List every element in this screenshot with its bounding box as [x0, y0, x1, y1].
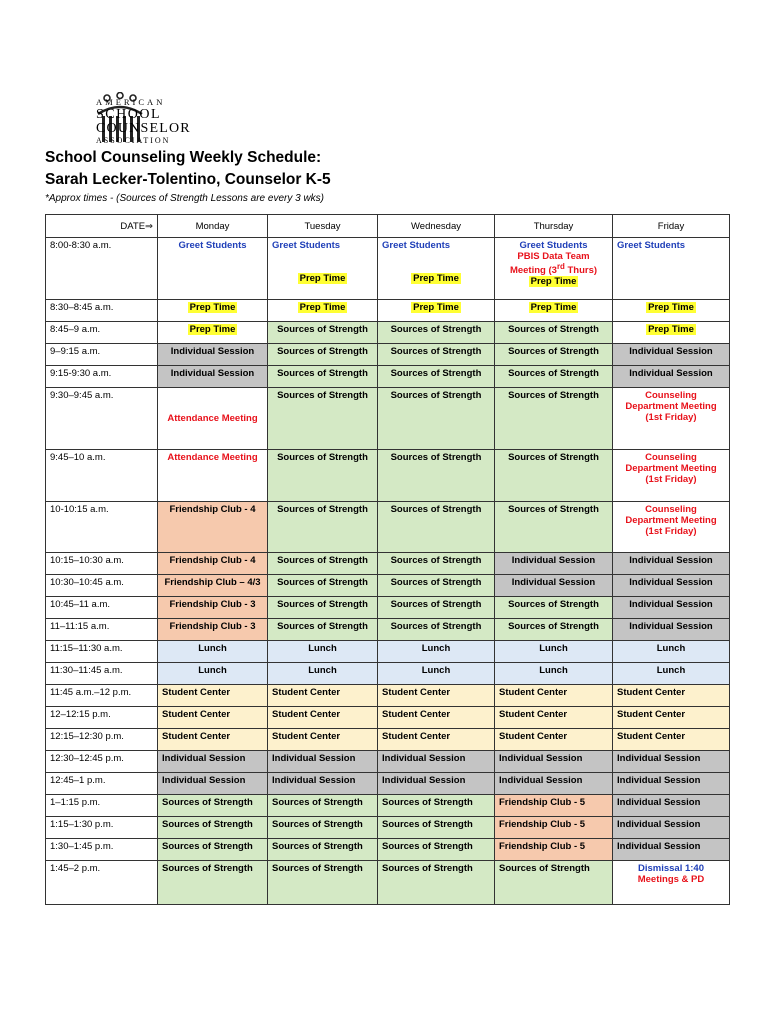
cell-sources-of-strength: Sources of Strength: [268, 344, 378, 366]
cell-individual-session: Individual Session: [158, 751, 268, 773]
cell-student-center: Student Center: [158, 729, 268, 751]
cell-student-center: Student Center: [268, 685, 378, 707]
cell-individual-session: Individual Session: [158, 344, 268, 366]
cell-lunch: Lunch: [158, 663, 268, 685]
time-cell: 9:45–10 a.m.: [46, 450, 158, 502]
schedule-note: *Approx times - (Sources of Strength Lessons are every 3 wks): [45, 193, 325, 204]
cell-sources-of-strength: Sources of Strength: [268, 322, 378, 344]
cell-prep: Prep Time: [495, 300, 613, 322]
table-row: [46, 388, 730, 450]
cell-sources-of-strength: Sources of Strength: [495, 619, 613, 641]
logo-line3: COUNSELOR: [96, 120, 191, 136]
cell-student-center: Student Center: [495, 729, 613, 751]
cell-sources-of-strength: Sources of Strength: [495, 502, 613, 553]
cell-individual-session: Individual Session: [495, 575, 613, 597]
schedule-table: [45, 214, 730, 905]
cell-sources-of-strength: Sources of Strength: [158, 795, 268, 817]
cell-individual-session: Individual Session: [613, 553, 730, 575]
time-cell: 10:45–11 a.m.: [46, 597, 158, 619]
asca-logo-text: [96, 98, 191, 145]
cell-prep: Prep Time: [268, 300, 378, 322]
time-cell: 11:30–11:45 a.m.: [46, 663, 158, 685]
cell-friendship-club: Friendship Club - 4: [158, 553, 268, 575]
table-row: [46, 817, 730, 839]
table-row: [46, 300, 730, 322]
prep-text: Prep Time: [530, 276, 577, 288]
cell-lunch: Lunch: [268, 641, 378, 663]
cell-sources-of-strength: Sources of Strength: [378, 502, 495, 553]
cell-student-center: Student Center: [268, 729, 378, 751]
table-row: [46, 795, 730, 817]
time-cell: 10:30–10:45 a.m.: [46, 575, 158, 597]
table-row: [46, 450, 730, 502]
table-row: [46, 861, 730, 905]
cell-friendship-club: Friendship Club - 5: [495, 795, 613, 817]
time-cell: 9–9:15 a.m.: [46, 344, 158, 366]
cell-sources-of-strength: Sources of Strength: [268, 839, 378, 861]
time-cell: 1:15–1:30 p.m.: [46, 817, 158, 839]
table-row: [46, 773, 730, 795]
cell-lunch: Lunch: [613, 663, 730, 685]
table-row: [46, 663, 730, 685]
cell-greet-prep: [268, 238, 378, 300]
time-cell: 12:45–1 p.m.: [46, 773, 158, 795]
cell-prep: Prep Time: [378, 300, 495, 322]
header-day: Tuesday: [268, 215, 378, 238]
cell-attendance-meeting: Attendance Meeting: [158, 450, 268, 502]
cell-lunch: Lunch: [495, 641, 613, 663]
logo-line1: AMERICAN: [96, 97, 166, 107]
cell-friendship-club: Friendship Club - 5: [495, 839, 613, 861]
table-row: [46, 238, 730, 300]
cell-sources-of-strength: Sources of Strength: [268, 575, 378, 597]
cell-sources-of-strength: Sources of Strength: [268, 817, 378, 839]
header-day: Thursday: [495, 215, 613, 238]
cell-individual-session: Individual Session: [613, 773, 730, 795]
cell-individual-session: Individual Session: [495, 751, 613, 773]
cell-individual-session: Individual Session: [613, 619, 730, 641]
cell-sources-of-strength: Sources of Strength: [495, 861, 613, 905]
cell-lunch: Lunch: [495, 663, 613, 685]
time-cell: 11–11:15 a.m.: [46, 619, 158, 641]
cell-friendship-club: Friendship Club - 3: [158, 597, 268, 619]
header-day: Wednesday: [378, 215, 495, 238]
cell-prep: Prep Time: [613, 322, 730, 344]
logo-line4: ASSOCIATION: [96, 135, 171, 145]
cell-lunch: Lunch: [268, 663, 378, 685]
time-cell: 1–1:15 p.m.: [46, 795, 158, 817]
time-cell: 12–12:15 p.m.: [46, 707, 158, 729]
cell-greet-pbis-prep: [495, 238, 613, 300]
time-cell: 9:30–9:45 a.m.: [46, 388, 158, 450]
page-title: [45, 147, 331, 191]
cell-sources-of-strength: Sources of Strength: [158, 861, 268, 905]
title-line2: Sarah Lecker-Tolentino, Counselor K-5: [45, 171, 331, 188]
cell-individual-session: Individual Session: [495, 773, 613, 795]
table-row: [46, 751, 730, 773]
cell-greet-students: Greet Students: [613, 238, 730, 300]
cell-sources-of-strength: Sources of Strength: [378, 450, 495, 502]
table-row: [46, 685, 730, 707]
cell-sources-of-strength: Sources of Strength: [378, 366, 495, 388]
cell-sources-of-strength: Sources of Strength: [378, 322, 495, 344]
table-row: [46, 839, 730, 861]
cell-sources-of-strength: Sources of Strength: [378, 597, 495, 619]
time-cell: 8:45–9 a.m.: [46, 322, 158, 344]
pbis-line1: PBIS Data Team: [517, 251, 590, 262]
cell-greet-students: Greet Students: [158, 238, 268, 300]
table-row: [46, 575, 730, 597]
cell-prep: Prep Time: [158, 300, 268, 322]
cell-sources-of-strength: Sources of Strength: [268, 553, 378, 575]
cell-sources-of-strength: Sources of Strength: [378, 388, 495, 450]
pbis-line2: Meeting (3rd Thurs): [509, 262, 598, 277]
cell-sources-of-strength: Sources of Strength: [268, 450, 378, 502]
cell-student-center: Student Center: [268, 707, 378, 729]
time-cell: 9:15-9:30 a.m.: [46, 366, 158, 388]
time-cell: 10-10:15 a.m.: [46, 502, 158, 553]
cell-individual-session: Individual Session: [613, 751, 730, 773]
time-cell: 11:15–11:30 a.m.: [46, 641, 158, 663]
cell-individual-session: Individual Session: [613, 817, 730, 839]
cell-friendship-club: Friendship Club – 4/3: [158, 575, 268, 597]
cell-sources-of-strength: Sources of Strength: [378, 619, 495, 641]
table-row: [46, 729, 730, 751]
cell-individual-session: Individual Session: [613, 839, 730, 861]
cell-sources-of-strength: Sources of Strength: [495, 597, 613, 619]
cell-friendship-club: Friendship Club - 4: [158, 502, 268, 553]
cell-sources-of-strength: Sources of Strength: [268, 388, 378, 450]
time-cell: 8:30–8:45 a.m.: [46, 300, 158, 322]
cell-individual-session: Individual Session: [613, 344, 730, 366]
table-row: [46, 597, 730, 619]
cell-sources-of-strength: Sources of Strength: [268, 861, 378, 905]
time-cell: 11:45 a.m.–12 p.m.: [46, 685, 158, 707]
table-row: [46, 619, 730, 641]
cell-lunch: Lunch: [378, 663, 495, 685]
meetings-text: Meetings & PD: [637, 874, 705, 885]
cell-department-meeting: Counseling Department Meeting (1st Friday): [613, 450, 730, 502]
cell-sources-of-strength: Sources of Strength: [268, 366, 378, 388]
time-cell: 12:15–12:30 p.m.: [46, 729, 158, 751]
cell-sources-of-strength: Sources of Strength: [378, 817, 495, 839]
cell-student-center: Student Center: [495, 685, 613, 707]
cell-dismissal: [613, 861, 730, 905]
cell-sources-of-strength: Sources of Strength: [378, 575, 495, 597]
cell-student-center: Student Center: [378, 685, 495, 707]
time-cell: 10:15–10:30 a.m.: [46, 553, 158, 575]
time-cell: 1:45–2 p.m.: [46, 861, 158, 905]
greet-text: Greet Students: [382, 240, 451, 251]
cell-individual-session: Individual Session: [495, 553, 613, 575]
cell-student-center: Student Center: [158, 685, 268, 707]
table-row: [46, 322, 730, 344]
cell-student-center: Student Center: [613, 685, 730, 707]
cell-student-center: Student Center: [378, 707, 495, 729]
cell-sources-of-strength: Sources of Strength: [268, 502, 378, 553]
cell-student-center: Student Center: [613, 707, 730, 729]
cell-student-center: Student Center: [613, 729, 730, 751]
cell-sources-of-strength: Sources of Strength: [158, 839, 268, 861]
cell-individual-session: Individual Session: [378, 751, 495, 773]
table-row: [46, 641, 730, 663]
cell-individual-session: Individual Session: [158, 773, 268, 795]
cell-prep: Prep Time: [158, 322, 268, 344]
cell-individual-session: Individual Session: [613, 575, 730, 597]
header-date: DATE⇒: [46, 215, 158, 238]
cell-lunch: Lunch: [158, 641, 268, 663]
table-row: [46, 553, 730, 575]
cell-individual-session: Individual Session: [158, 366, 268, 388]
cell-attendance-meeting: Attendance Meeting: [158, 388, 268, 450]
cell-sources-of-strength: Sources of Strength: [378, 344, 495, 366]
cell-sources-of-strength: Sources of Strength: [268, 795, 378, 817]
header-day: Monday: [158, 215, 268, 238]
prep-text: Prep Time: [413, 273, 459, 284]
cell-sources-of-strength: Sources of Strength: [268, 597, 378, 619]
cell-individual-session: Individual Session: [613, 366, 730, 388]
cell-lunch: Lunch: [613, 641, 730, 663]
cell-department-meeting: Counseling Department Meeting (1st Friday): [613, 388, 730, 450]
table-row: [46, 344, 730, 366]
cell-sources-of-strength: Sources of Strength: [378, 861, 495, 905]
cell-individual-session: Individual Session: [268, 751, 378, 773]
cell-sources-of-strength: Sources of Strength: [495, 322, 613, 344]
cell-sources-of-strength: Sources of Strength: [378, 795, 495, 817]
cell-student-center: Student Center: [158, 707, 268, 729]
table-row: [46, 366, 730, 388]
greet-text: Greet Students: [272, 240, 341, 251]
cell-student-center: Student Center: [378, 729, 495, 751]
time-cell: 8:00-8:30 a.m.: [46, 238, 158, 300]
cell-department-meeting: Counseling Department Meeting (1st Friday): [613, 502, 730, 553]
cell-individual-session: Individual Session: [268, 773, 378, 795]
dismissal-text: Dismissal 1:40: [637, 863, 704, 874]
greet-text: Greet Students: [519, 240, 588, 251]
cell-sources-of-strength: Sources of Strength: [495, 388, 613, 450]
cell-prep: Prep Time: [613, 300, 730, 322]
table-row: [46, 707, 730, 729]
cell-individual-session: Individual Session: [613, 597, 730, 619]
logo-line2: SCHOOL: [96, 106, 162, 122]
header-row: [46, 215, 730, 238]
cell-sources-of-strength: Sources of Strength: [158, 817, 268, 839]
cell-sources-of-strength: Sources of Strength: [378, 553, 495, 575]
cell-individual-session: Individual Session: [378, 773, 495, 795]
cell-student-center: Student Center: [495, 707, 613, 729]
cell-friendship-club: Friendship Club - 3: [158, 619, 268, 641]
cell-sources-of-strength: Sources of Strength: [495, 344, 613, 366]
prep-text: Prep Time: [299, 273, 346, 284]
cell-greet-prep: [378, 238, 495, 300]
cell-lunch: Lunch: [378, 641, 495, 663]
cell-sources-of-strength: Sources of Strength: [378, 839, 495, 861]
cell-sources-of-strength: Sources of Strength: [268, 619, 378, 641]
cell-friendship-club: Friendship Club - 5: [495, 817, 613, 839]
cell-sources-of-strength: Sources of Strength: [495, 450, 613, 502]
cell-individual-session: Individual Session: [613, 795, 730, 817]
time-cell: 12:30–12:45 p.m.: [46, 751, 158, 773]
cell-sources-of-strength: Sources of Strength: [495, 366, 613, 388]
header-day: Friday: [613, 215, 730, 238]
table-row: [46, 502, 730, 553]
title-line1: School Counseling Weekly Schedule:: [45, 149, 322, 166]
time-cell: 1:30–1:45 p.m.: [46, 839, 158, 861]
